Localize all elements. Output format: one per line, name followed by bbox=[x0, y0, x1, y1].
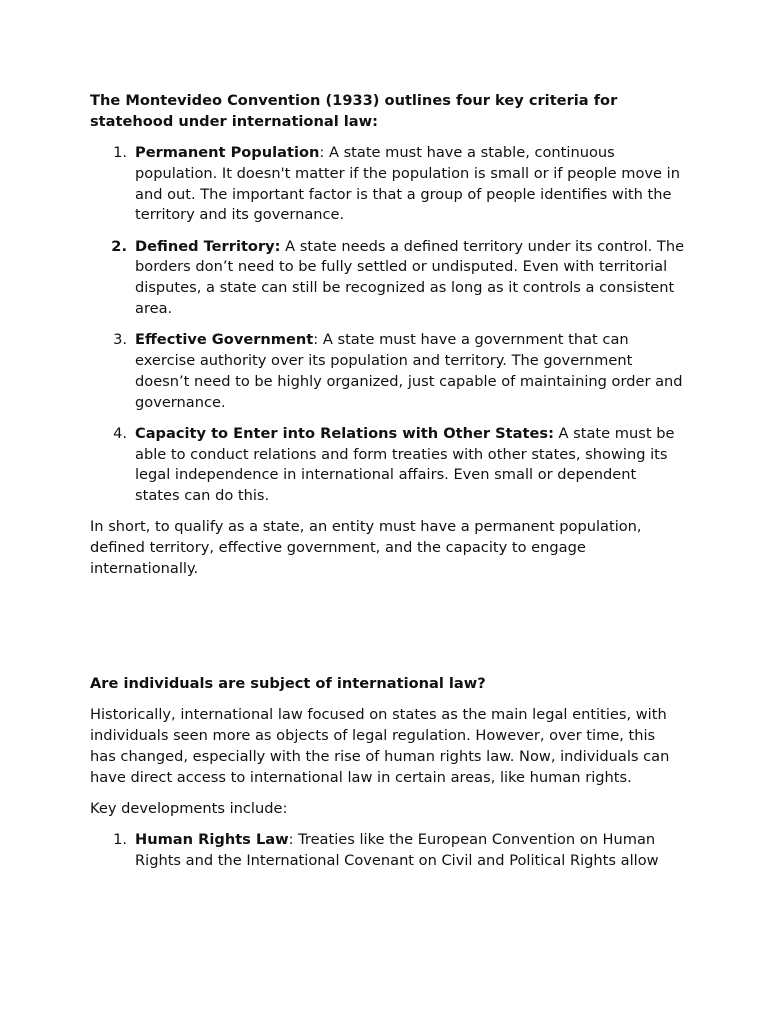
list-number: 1. bbox=[113, 143, 127, 161]
statehood-heading: The Montevideo Convention (1933) outlines four key criteria for statehood under international law: bbox=[90, 92, 618, 130]
individuals-heading: Are individuals are subject of international law? bbox=[90, 675, 486, 692]
criterion-text: : A state must have a stable, continuous population. It doesn't matter if the population is small or if people move in and out. The important factor is that a group of people identifies with the territory and its governance. bbox=[135, 143, 680, 224]
list-item bbox=[90, 143, 685, 226]
list-item bbox=[90, 830, 685, 872]
list-item bbox=[90, 330, 685, 413]
development-text: : Treaties like the European Convention on Human Rights and the International Covenant on Civil and Political Rights allow bbox=[135, 830, 659, 869]
list-number: 4. bbox=[113, 424, 127, 442]
development-term: Human Rights Law bbox=[135, 830, 289, 848]
statehood-criteria-list bbox=[90, 143, 685, 507]
list-number: 3. bbox=[113, 331, 127, 349]
individuals-intro: Historically, international law focused on states as the main legal entities, with individuals seen more as objects of legal regulation. However, over time, this has changed, especially with the rise of human rights law. Now, individuals can have direct access to international law in certain areas, like human rights. bbox=[90, 706, 670, 786]
criterion-text: A state must be able to conduct relations and form treaties with other states, showing its legal independence in international affairs. Even small or dependent states can do this. bbox=[135, 424, 675, 505]
list-item bbox=[90, 424, 685, 507]
statehood-summary: In short, to qualify as a state, an entity must have a permanent population, defined territory, effective government, and the capacity to engage internationally. bbox=[90, 518, 642, 577]
developments-label: Key developments include: bbox=[90, 799, 288, 817]
criterion-text: A state needs a defined territory under its control. The borders don’t need to be fully settled or undisputed. Even with territorial disputes, a state can still be recognized as long as it controls a consistent area. bbox=[135, 237, 685, 317]
criterion-term: Capacity to Enter into Relations with Other States: bbox=[135, 424, 554, 442]
list-item bbox=[90, 237, 685, 320]
developments-list bbox=[90, 830, 685, 872]
criterion-term: Defined Territory: bbox=[135, 237, 281, 255]
list-number: 1. bbox=[113, 830, 127, 848]
individuals-section bbox=[90, 674, 685, 872]
list-number: 2. bbox=[111, 237, 127, 255]
criterion-text: : A state must have a government that can exercise authority over its population and territory. The government doesn’t need to be highly organized, just capable of maintaining order and governance. bbox=[135, 331, 683, 411]
criterion-term: Permanent Population bbox=[135, 143, 320, 161]
statehood-section bbox=[90, 91, 685, 580]
criterion-term: Effective Government bbox=[135, 331, 314, 349]
